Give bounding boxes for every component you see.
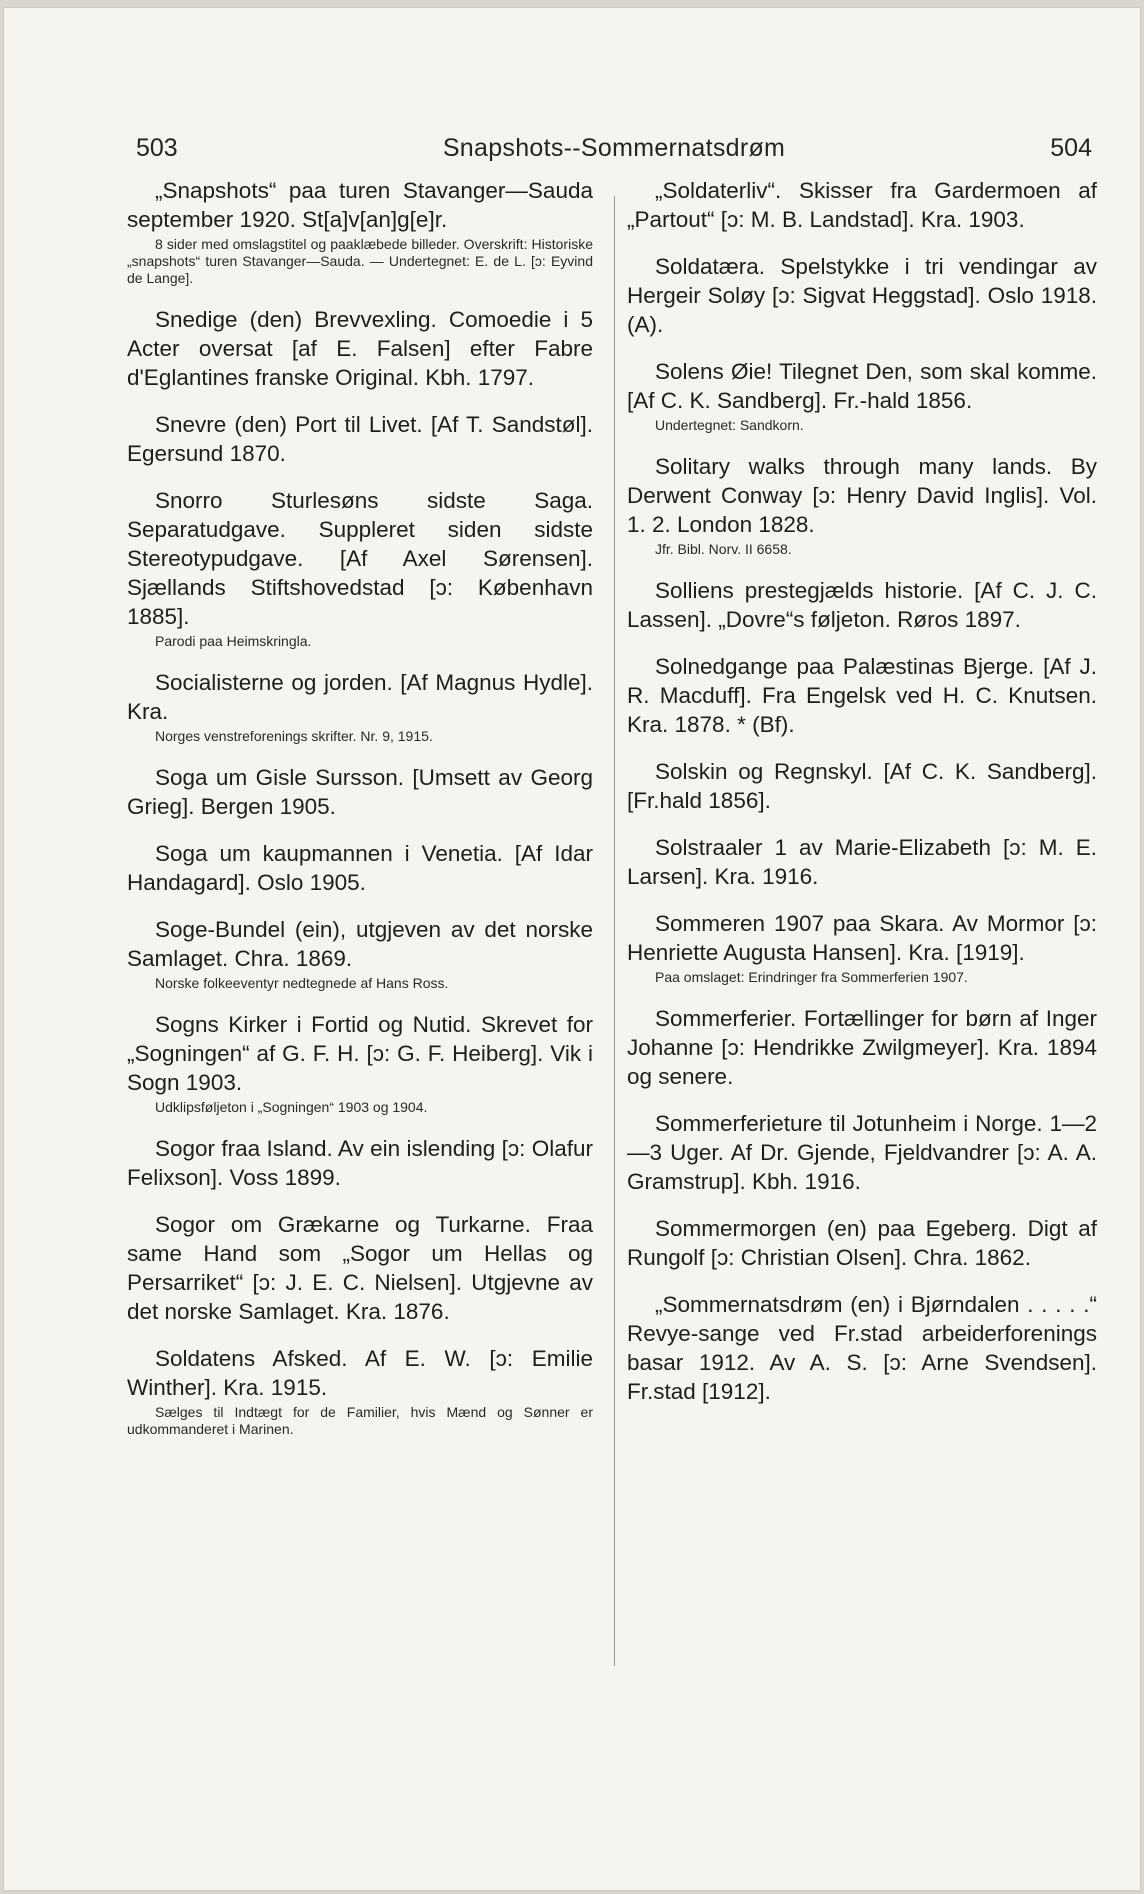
entry: [627, 1214, 1097, 1272]
entry-text: Solliens prestegjælds historie. [Af C. J. C. Lassen]. „Dovre“s føljeton. Røros 1897.: [627, 578, 1097, 632]
page-number-left: 503: [136, 134, 178, 162]
entry-text: Socialisterne og jorden. [Af Magnus Hydle]. Kra.: [127, 670, 593, 724]
entry-note: Norske folkeeventyr nedtegnede af Hans Ross.: [155, 975, 449, 991]
column-divider: [614, 196, 615, 1666]
entry-text: Sogor fraa Island. Av ein islending [ɔ: Olafur Felixson]. Voss 1899.: [127, 1136, 593, 1190]
entry-note: Undertegnet: Sandkorn.: [655, 417, 804, 433]
entry: [127, 1210, 593, 1326]
entry: [127, 1010, 593, 1116]
entry-note: Paa omslaget: Erindringer fra Sommerferien 1907.: [655, 969, 968, 985]
entry-text: „Soldaterliv“. Skisser fra Gardermoen af „Partout“ [ɔ: M. B. Landstad]. Kra. 1903.: [627, 178, 1097, 232]
entry: [127, 305, 593, 392]
entry: [627, 576, 1097, 634]
entry: [127, 1134, 593, 1192]
entry-text: Soldatæra. Spelstykke i tri vendingar av Hergeir Soløy [ɔ: Sigvat Heggstad]. Oslo 1918. (A).: [627, 254, 1097, 337]
entry-text: „Sommernatsdrøm (en) i Bjørndalen . . . . .“ Revye-sange ved Fr.stad arbeiderforenings basar 1912. Av A. S. [ɔ: Arne Svendsen]. Fr.stad [1912].: [627, 1292, 1097, 1404]
entry: [127, 668, 593, 745]
entry: [627, 252, 1097, 339]
entry-text: Sommerferieture til Jotunheim i Norge. 1—2—3 Uger. Af Dr. Gjende, Fjeldvandrer [ɔ: A. A. Gramstrup]. Kbh. 1916.: [627, 1111, 1097, 1194]
entry-text: Soga um kaupmannen i Venetia. [Af Idar Handagard]. Oslo 1905.: [127, 841, 593, 895]
entry-text: Sogns Kirker i Fortid og Nutid. Skrevet for „Sogningen“ af G. F. H. [ɔ: G. F. Heiberg]. Vik i Sogn 1903.: [127, 1012, 593, 1095]
entry-text: Solskin og Regnskyl. [Af C. K. Sandberg]. [Fr.hald 1856].: [627, 759, 1097, 813]
entry-text: Solnedgange paa Palæstinas Bjerge. [Af J. R. Macduff]. Fra Engelsk ved H. C. Knutsen. Kra. 1878. * (Bf).: [627, 654, 1097, 737]
left-column: [127, 180, 593, 1456]
entry: [627, 452, 1097, 558]
entry: [627, 357, 1097, 434]
entry-text: Solens Øie! Tilegnet Den, som skal komme. [Af C. K. Sandberg]. Fr.-hald 1856.: [627, 359, 1097, 413]
entry-text: Snevre (den) Port til Livet. [Af T. Sandstøl]. Egersund 1870.: [127, 412, 593, 466]
entry: [627, 652, 1097, 739]
entry: [127, 839, 593, 897]
entry-text: Soge-Bundel (ein), utgjeven av det norske Samlaget. Chra. 1869.: [127, 917, 593, 971]
entry: [127, 410, 593, 468]
entry: [127, 176, 593, 287]
entry: [627, 757, 1097, 815]
entry-note: Norges venstreforenings skrifter. Nr. 9, 1915.: [155, 728, 433, 744]
entry: [627, 1109, 1097, 1196]
page-number-right: 504: [1050, 134, 1092, 162]
right-column: [627, 180, 1097, 1424]
entry-text: Soga um Gisle Sursson. [Umsett av Georg Grieg]. Bergen 1905.: [127, 765, 593, 819]
entry-note: Udklipsføljeton i „Sogningen“ 1903 og 1904.: [155, 1099, 428, 1115]
entry-text: Snedige (den) Brevvexling. Comoedie i 5 Acter oversat [af E. Falsen] efter Fabre d'Eglantines franske Original. Kbh. 1797.: [127, 307, 593, 390]
entry-note: Parodi paa Heimskringla.: [155, 633, 312, 649]
entry: [627, 833, 1097, 891]
entry-text: Sommermorgen (en) paa Egeberg. Digt af Rungolf [ɔ: Christian Olsen]. Chra. 1862.: [627, 1216, 1097, 1270]
entry-text: „Snapshots“ paa turen Stavanger—Sauda september 1920. St[a]v[an]g[e]r.: [127, 178, 593, 232]
entry: [627, 1004, 1097, 1091]
entry: [127, 486, 593, 650]
entry: [627, 176, 1097, 234]
entry-note: 8 sider med omslagstitel og paaklæbede billeder. Overskrift: Historiske „snapshots“ turen Stavanger—Sauda. — Undertegnet: E. de L. [ɔ: Eyvind de Lange].: [127, 236, 593, 286]
entry-text: Solitary walks through many lands. By Derwent Conway [ɔ: Henry David Inglis]. Vol. 1. 2. London 1828.: [627, 454, 1097, 537]
entry-text: Sommerferier. Fortællinger for børn af Inger Johanne [ɔ: Hendrikke Zwilgmeyer]. Kra. 1894 og senere.: [627, 1006, 1097, 1089]
entry: [127, 915, 593, 992]
entry-text: Sogor om Grækarne og Turkarne. Fraa same Hand som „Sogor um Hellas og Persarriket“ [ɔ: J. E. C. Nielsen]. Utgjevne av det norske Samlaget. Kra. 1876.: [127, 1212, 593, 1324]
entry-note: Sælges til Indtægt for de Familier, hvis Mænd og Sønner er udkommanderet i Marinen.: [127, 1404, 593, 1437]
entry: [127, 1344, 593, 1438]
running-header: [136, 134, 1092, 174]
entry-text: Sommeren 1907 paa Skara. Av Mormor [ɔ: Henriette Augusta Hansen]. Kra. [1919].: [627, 911, 1097, 965]
entry-text: Solstraaler 1 av Marie-Elizabeth [ɔ: M. E. Larsen]. Kra. 1916.: [627, 835, 1097, 889]
entry-text: Snorro Sturlesøns sidste Saga. Separatudgave. Suppleret siden sidste Stereotypudgave. [Af Axel Sørensen]. Sjællands Stiftshovedstad [ɔ: København 1885].: [127, 488, 593, 629]
entry-text: Soldatens Afsked. Af E. W. [ɔ: Emilie Winther]. Kra. 1915.: [127, 1346, 593, 1400]
entry-note: Jfr. Bibl. Norv. II 6658.: [655, 541, 792, 557]
entry: [627, 1290, 1097, 1406]
running-title: Snapshots--Sommernatsdrøm: [442, 134, 786, 162]
entry: [127, 763, 593, 821]
entry: [627, 909, 1097, 986]
